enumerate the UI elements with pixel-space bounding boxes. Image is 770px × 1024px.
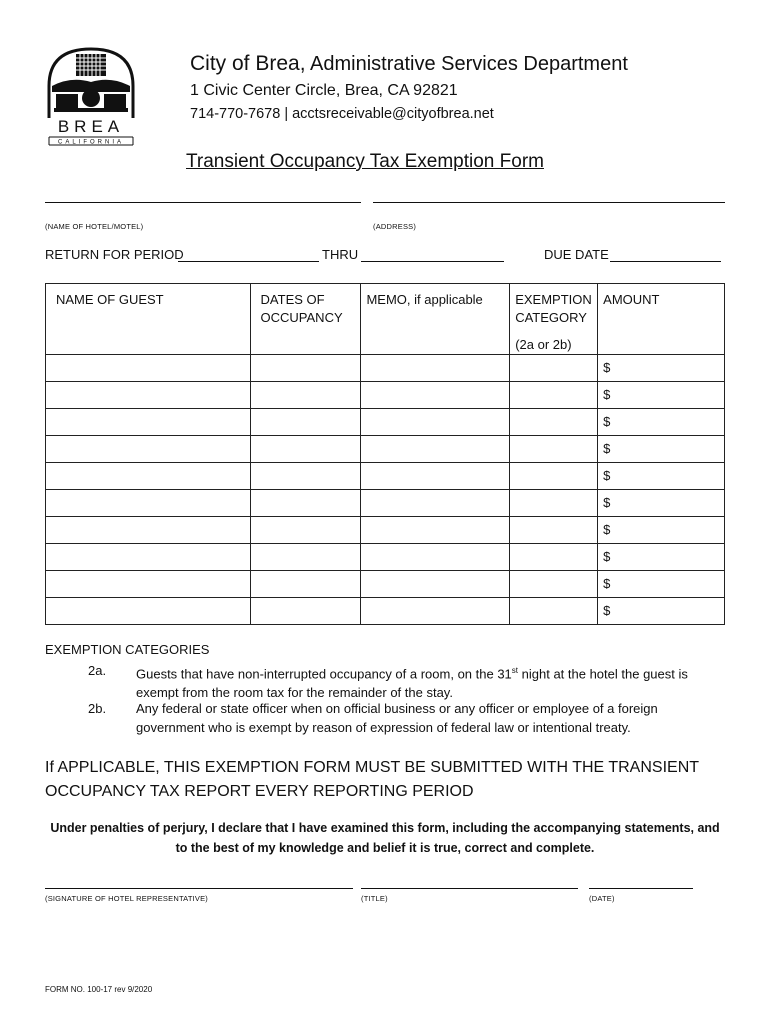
table-row	[46, 355, 725, 382]
dollar-sign: $	[603, 522, 611, 537]
exemption-categories-title: EXEMPTION CATEGORIES	[45, 642, 210, 657]
dates-cell[interactable]	[250, 355, 361, 382]
col-header-guest: NAME OF GUEST	[46, 284, 251, 355]
perjury-statement: Under penalties of perjury, I declare that I have examined this form, including the accompanying statements, and to the best of my knowledge and belief it is true, correct and complete.	[50, 821, 720, 855]
thru-label: THRU	[322, 247, 359, 262]
table-header-row	[46, 284, 725, 355]
date-caption: (DATE)	[589, 894, 615, 903]
period-end-line[interactable]	[361, 261, 504, 262]
exemption-category-cell[interactable]	[510, 463, 598, 490]
dollar-sign: $	[603, 441, 611, 456]
table-row	[46, 490, 725, 517]
exemption-item-2a	[0, 661, 770, 701]
memo-cell[interactable]	[361, 571, 510, 598]
exemption-header-line3: (2a or 2b)	[515, 337, 572, 352]
guest-name-cell[interactable]	[46, 463, 251, 490]
amount-cell[interactable]	[598, 517, 725, 544]
col-header-amount: AMOUNT	[598, 284, 725, 355]
memo-cell[interactable]	[361, 598, 510, 625]
logo-text: BREA	[57, 117, 125, 136]
amount-cell[interactable]	[598, 355, 725, 382]
table-row	[46, 544, 725, 571]
memo-cell[interactable]	[361, 436, 510, 463]
signature-line[interactable]	[45, 888, 353, 889]
exemption-category-cell[interactable]	[510, 490, 598, 517]
dates-cell[interactable]	[250, 517, 361, 544]
dollar-sign: $	[603, 414, 611, 429]
guest-table	[45, 283, 725, 625]
title-line[interactable]	[361, 888, 578, 889]
guest-name-cell[interactable]	[46, 409, 251, 436]
exemption-category-cell[interactable]	[510, 382, 598, 409]
guest-name-cell[interactable]	[46, 436, 251, 463]
exemption-text: Any federal or state officer when on official business or any officer or employee of a foreign government who is exempt by reason of expression of federal law or intentional treaty.	[136, 701, 658, 735]
table-row	[46, 517, 725, 544]
dollar-sign: $	[603, 603, 611, 618]
date-line[interactable]	[589, 888, 693, 889]
dollar-sign: $	[603, 468, 611, 483]
guest-name-cell[interactable]	[46, 571, 251, 598]
dates-header-line1: DATES OF	[260, 292, 325, 307]
guest-name-cell[interactable]	[46, 490, 251, 517]
dates-cell[interactable]	[250, 409, 361, 436]
hotel-name-line[interactable]	[45, 202, 361, 203]
memo-cell[interactable]	[361, 409, 510, 436]
exemption-category-cell[interactable]	[510, 517, 598, 544]
col-header-exemption	[510, 284, 598, 355]
exemption-category-cell[interactable]	[510, 598, 598, 625]
table-row	[46, 463, 725, 490]
department-contact: 714-770-7678 | acctsreceivable@cityofbrea.net	[190, 106, 494, 122]
memo-cell[interactable]	[361, 355, 510, 382]
exemption-text: Guests that have non-interrupted occupancy of a room, on the 31st night at the hotel the guest is exempt from the room tax for the remainder of the stay.	[136, 666, 688, 701]
amount-cell[interactable]	[598, 490, 725, 517]
memo-cell[interactable]	[361, 463, 510, 490]
form-number: FORM NO. 100-17 rev 9/2020	[45, 985, 153, 994]
guest-name-cell[interactable]	[46, 355, 251, 382]
form-title: Transient Occupancy Tax Exemption Form	[186, 151, 544, 172]
dates-header-line2: OCCUPANCY	[260, 310, 343, 325]
exemption-category-cell[interactable]	[510, 409, 598, 436]
submission-notice: If APPLICABLE, THIS EXEMPTION FORM MUST BE SUBMITTED WITH THE TRANSIENT OCCUPANCY TAX REPORT EVERY REPORTING PERIOD	[45, 759, 699, 800]
exemption-category-cell[interactable]	[510, 571, 598, 598]
exemption-category-cell[interactable]	[510, 544, 598, 571]
dollar-sign: $	[603, 576, 611, 591]
table-row	[46, 409, 725, 436]
due-date-label: DUE DATE	[544, 247, 609, 262]
memo-cell[interactable]	[361, 517, 510, 544]
col-header-dates	[250, 284, 361, 355]
dollar-sign: $	[603, 549, 611, 564]
table-row	[46, 571, 725, 598]
title-caption: (TITLE)	[361, 894, 388, 903]
memo-cell[interactable]	[361, 544, 510, 571]
exemption-header-line1: EXEMPTION	[515, 292, 592, 307]
logo-subtext: CALIFORNIA	[57, 139, 125, 146]
table-row	[46, 598, 725, 625]
signature-caption: (SIGNATURE OF HOTEL REPRESENTATIVE)	[45, 894, 208, 903]
department-name: Administrative Services Department	[310, 53, 628, 75]
dollar-sign: $	[603, 387, 611, 402]
amount-cell[interactable]	[598, 463, 725, 490]
guest-name-cell[interactable]	[46, 382, 251, 409]
exemption-number: 2a.	[88, 663, 107, 678]
col-header-memo: MEMO, if applicable	[361, 284, 510, 355]
dates-cell[interactable]	[250, 463, 361, 490]
dates-cell[interactable]	[250, 544, 361, 571]
amount-cell[interactable]	[598, 544, 725, 571]
dates-cell[interactable]	[250, 490, 361, 517]
exemption-header-line2: CATEGORY	[515, 310, 587, 325]
return-period-label: RETURN FOR PERIOD	[45, 247, 184, 262]
department-heading	[190, 52, 628, 76]
city-logo	[46, 46, 136, 146]
memo-cell[interactable]	[361, 382, 510, 409]
table-row	[46, 436, 725, 463]
exemption-item-2b	[0, 699, 770, 739]
guest-name-cell[interactable]	[46, 544, 251, 571]
amount-cell[interactable]	[598, 598, 725, 625]
exemption-category-cell[interactable]	[510, 436, 598, 463]
dates-cell[interactable]	[250, 598, 361, 625]
period-start-line[interactable]	[178, 261, 319, 262]
memo-cell[interactable]	[361, 490, 510, 517]
amount-cell[interactable]	[598, 571, 725, 598]
table-row	[46, 382, 725, 409]
amount-cell[interactable]	[598, 436, 725, 463]
address-caption: (ADDRESS)	[373, 222, 417, 231]
address-line[interactable]	[373, 202, 725, 203]
exemption-number: 2b.	[88, 701, 107, 716]
amount-cell[interactable]	[598, 409, 725, 436]
city-name: City of Brea,	[190, 52, 306, 75]
amount-cell[interactable]	[598, 382, 725, 409]
dollar-sign: $	[603, 360, 611, 375]
guest-name-cell[interactable]	[46, 598, 251, 625]
dollar-sign: $	[603, 495, 611, 510]
dates-cell[interactable]	[250, 571, 361, 598]
exemption-category-cell[interactable]	[510, 355, 598, 382]
guest-name-cell[interactable]	[46, 517, 251, 544]
dates-cell[interactable]	[250, 436, 361, 463]
hotel-name-caption: (NAME OF HOTEL/MOTEL)	[45, 222, 144, 231]
guest-table-body	[46, 355, 725, 625]
due-date-line[interactable]	[610, 261, 721, 262]
dates-cell[interactable]	[250, 382, 361, 409]
department-address: 1 Civic Center Circle, Brea, CA 92821	[190, 82, 458, 99]
